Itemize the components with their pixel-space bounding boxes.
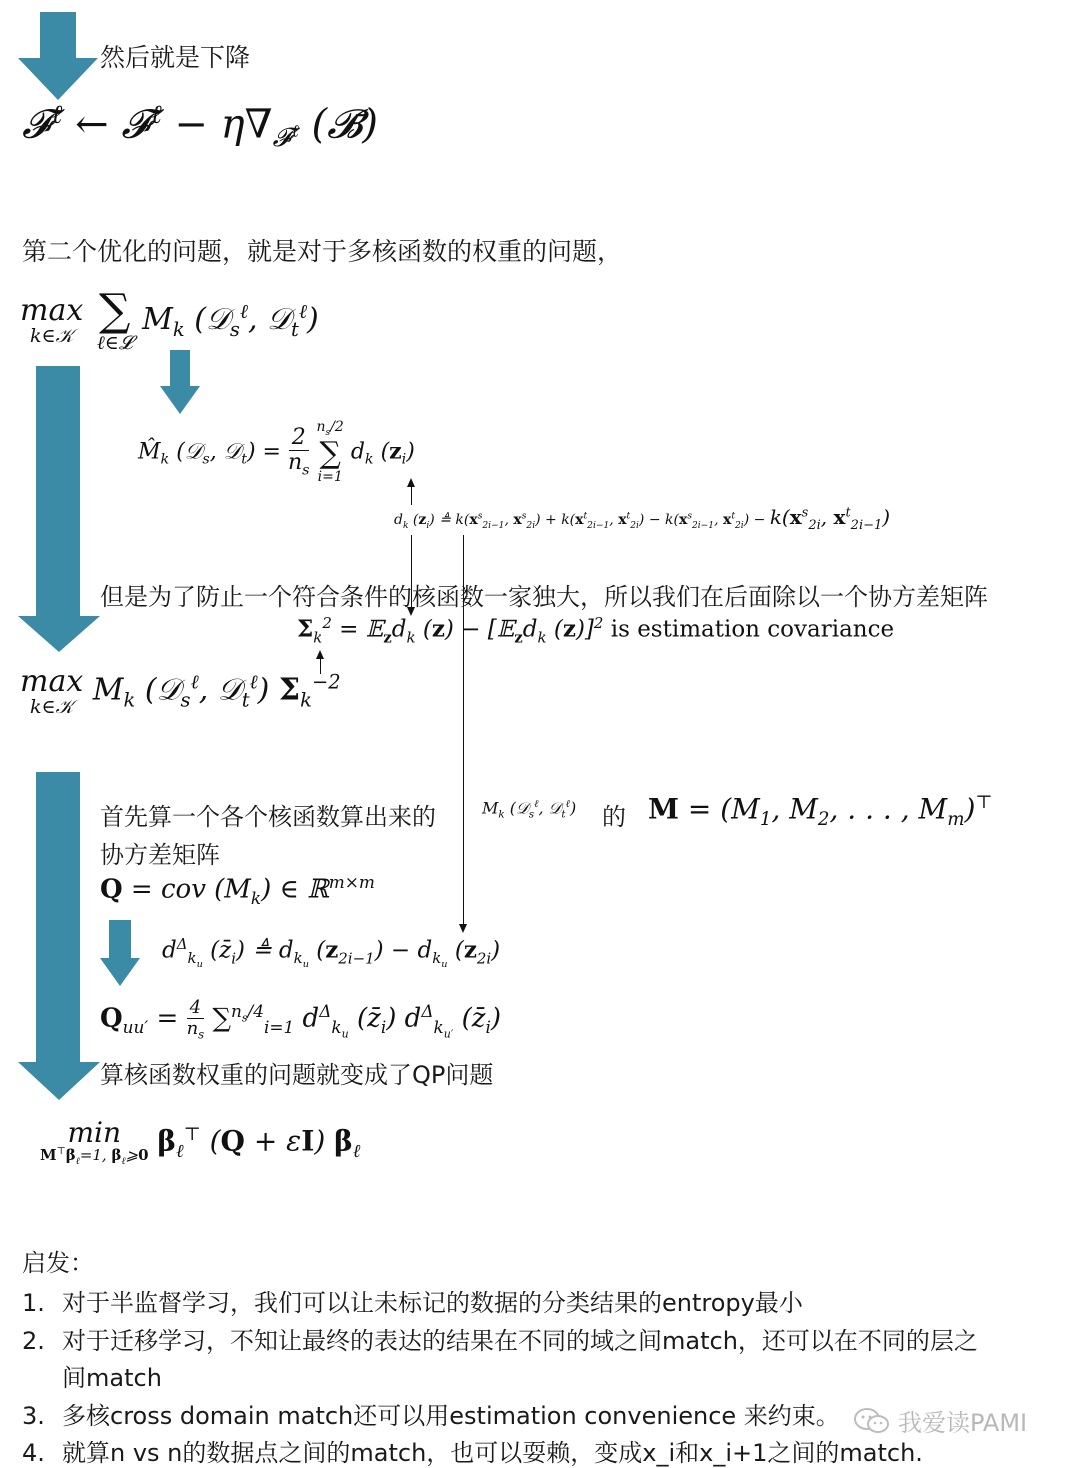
formula-max-sum-mmd: max k∈𝒦 ∑ ℓ∈𝓛 $M_k$ (𝒟$_s^\ell$, 𝒟$_t^\ell$) [20, 285, 319, 355]
step-text-second-problem: 第二个优化的问题，就是对于多核函数的权重的问题， [22, 237, 623, 266]
inspiration-item-text: 就算n vs n的数据点之间的match，也可以耍赖，变成x_i和x_i+1之间的match. [62, 1439, 923, 1467]
inspiration-item-number: 2. [22, 1327, 45, 1355]
step-text-descend: 然后就是下降 [100, 43, 251, 72]
teal-down-arrow-small-icon [160, 350, 200, 416]
inspiration-item-number: 1. [22, 1289, 45, 1317]
formula-m-vector: $M = (M_1$, $M_2$, . . . , $M_m)^⊤$ [648, 792, 993, 830]
step-text-qp-problem: 算核函数权重的问题就变成了QP问题 [100, 1061, 494, 1089]
inspiration-item-text: 多核cross domain match还可以用estimation convenience 来约束。 [62, 1402, 840, 1430]
connector-arrowhead-up-2 [316, 650, 324, 659]
inspiration-item-number: 3. [22, 1402, 45, 1430]
formula-mk-inline: $M_k$ (𝒟$_s^\ell$, 𝒟$_t^\ell$) [482, 798, 577, 821]
formula-label-estimation-covariance: is estimation covariance [610, 616, 895, 643]
formula-min-qp: min $M^⊤\beta_\ell=1$, $\beta_\ell⩾0$ $\beta_\ell^⊤$ (Q + εI) $\beta_\ell$ [40, 1116, 361, 1168]
formula-max-mk-sigma: max k∈𝒦 $M_k$ (𝒟$_s^\ell$, 𝒟$_t^\ell$) $\Sigma_k^{-2}$ [20, 664, 341, 718]
inspiration-item-text: 间match [62, 1364, 162, 1392]
inspiration-item-text: 对于迁移学习，不知让最终的表达的结果在不同的域之间match，还可以在不同的层之 [62, 1327, 978, 1355]
formula-mk-estimate: $M̂_k$ (𝒟$_s$, 𝒟$_t$) = $\frac{2}{n_s}$ $n_s/2$ ∑ i=1 $d_k$ $(z_i)$ [138, 419, 415, 485]
formula-dk-delta: $d^\Delta_{k_u}$ $(z̄_i)$ ≜ $d_{k_u}$ $(z_{2i-1}) - d_{k_u}$ $(z_{2i})$ [162, 935, 501, 971]
inspiration-title: 启发： [22, 1249, 94, 1277]
inspiration-item-2-continued [22, 1358, 162, 1393]
teal-down-arrow-long-2-icon [18, 772, 100, 1100]
inspiration-item-4 [22, 1433, 923, 1468]
formula-sigma-covariance: $\Sigma_k^2$ = $𝔼_zd_k$ $(z) - [𝔼_zd_k$ (z)]$^2$ is estimation covariance [297, 614, 895, 647]
formula-gradient-update: 𝓕$^\ell$ ← 𝓕$^\ell$ − $\eta\nabla_{𝓕^\ell}$ (𝓑̄) [22, 100, 378, 154]
watermark-text: 我爱读PAMI [898, 1409, 1028, 1437]
formula-dk-definition: $d_k$ $(z_i)$ ≜ $k(x^s_{2i-1}$, $x^s_{2i}) + k(x^t_{2i-1}$, $x^t_{2i}) - k(x^s_{2i-1}$, $x^t_{2i}) - k(x^s_{2i}$, $x^t_{2i-1}$) [394, 505, 891, 533]
formula-q-uu: $Q_{uu'}$ = $\frac{4}{n_s}$ ∑$^{n_s/4}_{i=1}$ $d^\Delta_{k_u}$ $(z̄_i)$ $d^\Delta_{k_{u'}}$ $(z̄_i)$ [100, 997, 501, 1042]
step-text-cov-matrix: 协方差矩阵 [100, 841, 220, 869]
inspiration-item-text: 对于半监督学习，我们可以让未标记的数据的分类结果的entropy最小 [62, 1289, 803, 1317]
step-text-prevent-dominance: 但是为了防止一个符合条件的核函数一家独大，所以我们在后面除以一个协方差矩阵 [100, 583, 988, 611]
step-text-de: 的 [602, 803, 626, 831]
formula-q-cov: Q = cov $(M_k)$ ∈ ℝ$^{m\times m}$ [100, 872, 375, 908]
teal-down-arrow-small-2-icon [100, 920, 140, 988]
teal-down-arrow-1-icon [18, 12, 98, 100]
watermark [852, 1403, 1027, 1438]
wechat-icon [852, 1406, 892, 1436]
connector-line-up-1 [411, 487, 412, 505]
inspiration-item-3 [22, 1396, 840, 1431]
inspiration-item-2 [22, 1321, 978, 1356]
inspiration-item-number: 4. [22, 1439, 45, 1467]
inspiration-item-1 [22, 1283, 803, 1318]
step-text-first-compute: 首先算一个各个核函数算出来的 [100, 803, 436, 831]
teal-down-arrow-long-1-icon [18, 366, 100, 652]
connector-arrowhead-right [459, 924, 467, 933]
